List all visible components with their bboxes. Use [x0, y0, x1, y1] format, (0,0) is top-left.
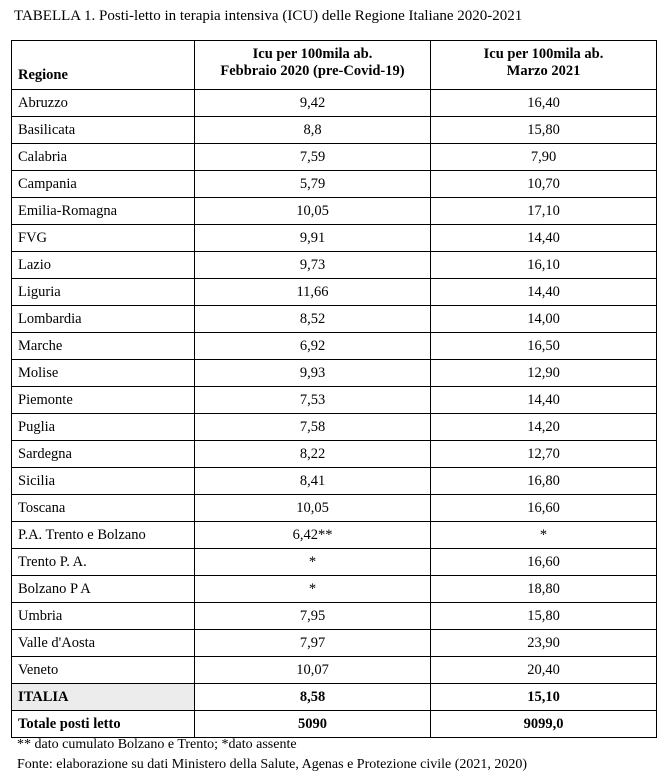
table-row: [12, 90, 657, 117]
table-caption: TABELLA 1. Posti-letto in terapia intensiva (ICU) delle Regione Italiane 2020-2021: [14, 8, 523, 24]
cell-mar2021: 12,70: [431, 441, 657, 468]
table-row: [12, 468, 657, 495]
table-row: [12, 441, 657, 468]
footnote: ** dato cumulato Bolzano e Trento; *dato assente: [17, 737, 297, 752]
cell-feb2020: *: [195, 576, 431, 603]
table-row: [12, 144, 657, 171]
icu-table: [11, 40, 657, 738]
source-note: Fonte: elaborazione su dati Ministero della Salute, Agenas e Protezione civile (2021, 2020): [17, 757, 528, 772]
table-row: [12, 603, 657, 630]
cell-mar2021: 15,80: [431, 603, 657, 630]
cell-feb2020: 9,73: [195, 252, 431, 279]
cell-feb2020: 10,07: [195, 657, 431, 684]
cell-feb2020: *: [195, 549, 431, 576]
cell-mar2021: 20,40: [431, 657, 657, 684]
cell-region: Trento P. A.: [12, 549, 195, 576]
cell-region: Liguria: [12, 279, 195, 306]
cell-region: Totale posti letto: [12, 711, 195, 738]
cell-feb2020: 10,05: [195, 198, 431, 225]
cell-feb2020: 5090: [195, 711, 431, 738]
cell-mar2021: 10,70: [431, 171, 657, 198]
table-row: [12, 333, 657, 360]
cell-region: Emilia-Romagna: [12, 198, 195, 225]
cell-region: Molise: [12, 360, 195, 387]
cell-region: Puglia: [12, 414, 195, 441]
cell-region: Campania: [12, 171, 195, 198]
cell-feb2020: 8,22: [195, 441, 431, 468]
cell-region: ITALIA: [12, 684, 195, 711]
cell-feb2020: 8,8: [195, 117, 431, 144]
table-row-totale: [12, 711, 657, 738]
cell-region: P.A. Trento e Bolzano: [12, 522, 195, 549]
table-row: [12, 171, 657, 198]
header-feb2020-line2: Febbraio 2020 (pre-Covid-19): [220, 63, 405, 79]
cell-region: Sardegna: [12, 441, 195, 468]
cell-mar2021: 16,50: [431, 333, 657, 360]
cell-feb2020: 7,53: [195, 387, 431, 414]
cell-region: Basilicata: [12, 117, 195, 144]
cell-mar2021: 12,90: [431, 360, 657, 387]
cell-region: Abruzzo: [12, 90, 195, 117]
table-row-italia: [12, 684, 657, 711]
cell-mar2021: 16,80: [431, 468, 657, 495]
table-row: [12, 225, 657, 252]
cell-feb2020: 8,41: [195, 468, 431, 495]
cell-feb2020: 9,93: [195, 360, 431, 387]
header-feb2020-line1: Icu per 100mila ab.: [252, 46, 373, 62]
cell-feb2020: 8,58: [195, 684, 431, 711]
table-row: [12, 360, 657, 387]
cell-mar2021: 7,90: [431, 144, 657, 171]
cell-region: Valle d'Aosta: [12, 630, 195, 657]
cell-mar2021: 16,10: [431, 252, 657, 279]
cell-region: Umbria: [12, 603, 195, 630]
cell-region: Marche: [12, 333, 195, 360]
cell-feb2020: 9,42: [195, 90, 431, 117]
cell-feb2020: 6,92: [195, 333, 431, 360]
table-header: [12, 41, 657, 90]
cell-mar2021: 17,10: [431, 198, 657, 225]
cell-mar2021: 14,40: [431, 387, 657, 414]
cell-feb2020: 7,58: [195, 414, 431, 441]
cell-feb2020: 7,59: [195, 144, 431, 171]
table-row: [12, 630, 657, 657]
cell-mar2021: 16,60: [431, 495, 657, 522]
table-row: [12, 117, 657, 144]
cell-mar2021: 15,10: [431, 684, 657, 711]
cell-feb2020: 8,52: [195, 306, 431, 333]
header-mar2021-line2: Marzo 2021: [506, 63, 581, 79]
cell-region: Veneto: [12, 657, 195, 684]
cell-mar2021: 18,80: [431, 576, 657, 603]
cell-region: Piemonte: [12, 387, 195, 414]
header-mar2021-line1: Icu per 100mila ab.: [483, 46, 604, 62]
cell-mar2021: 14,00: [431, 306, 657, 333]
cell-feb2020: 6,42**: [195, 522, 431, 549]
cell-region: Lombardia: [12, 306, 195, 333]
header-regione: Regione: [12, 41, 195, 90]
cell-feb2020: 9,91: [195, 225, 431, 252]
cell-mar2021: 14,40: [431, 225, 657, 252]
header-mar2021: [431, 41, 657, 90]
table-row: [12, 414, 657, 441]
cell-region: Sicilia: [12, 468, 195, 495]
table-row: [12, 387, 657, 414]
cell-mar2021: 14,20: [431, 414, 657, 441]
cell-mar2021: 14,40: [431, 279, 657, 306]
cell-mar2021: 23,90: [431, 630, 657, 657]
table-row: [12, 252, 657, 279]
cell-feb2020: 11,66: [195, 279, 431, 306]
table-body: [12, 90, 657, 738]
table-row: [12, 549, 657, 576]
cell-feb2020: 7,97: [195, 630, 431, 657]
header-feb2020: [195, 41, 431, 90]
table-row: [12, 306, 657, 333]
cell-mar2021: 16,40: [431, 90, 657, 117]
cell-feb2020: 5,79: [195, 171, 431, 198]
cell-region: FVG: [12, 225, 195, 252]
cell-feb2020: 10,05: [195, 495, 431, 522]
cell-region: Lazio: [12, 252, 195, 279]
table-row: [12, 657, 657, 684]
table-row: [12, 576, 657, 603]
cell-region: Bolzano P A: [12, 576, 195, 603]
table-row: [12, 279, 657, 306]
cell-mar2021: 15,80: [431, 117, 657, 144]
table-row: [12, 495, 657, 522]
cell-mar2021: *: [431, 522, 657, 549]
table-row: [12, 198, 657, 225]
cell-region: Toscana: [12, 495, 195, 522]
cell-feb2020: 7,95: [195, 603, 431, 630]
table-row: [12, 522, 657, 549]
cell-region: Calabria: [12, 144, 195, 171]
cell-mar2021: 16,60: [431, 549, 657, 576]
cell-mar2021: 9099,0: [431, 711, 657, 738]
